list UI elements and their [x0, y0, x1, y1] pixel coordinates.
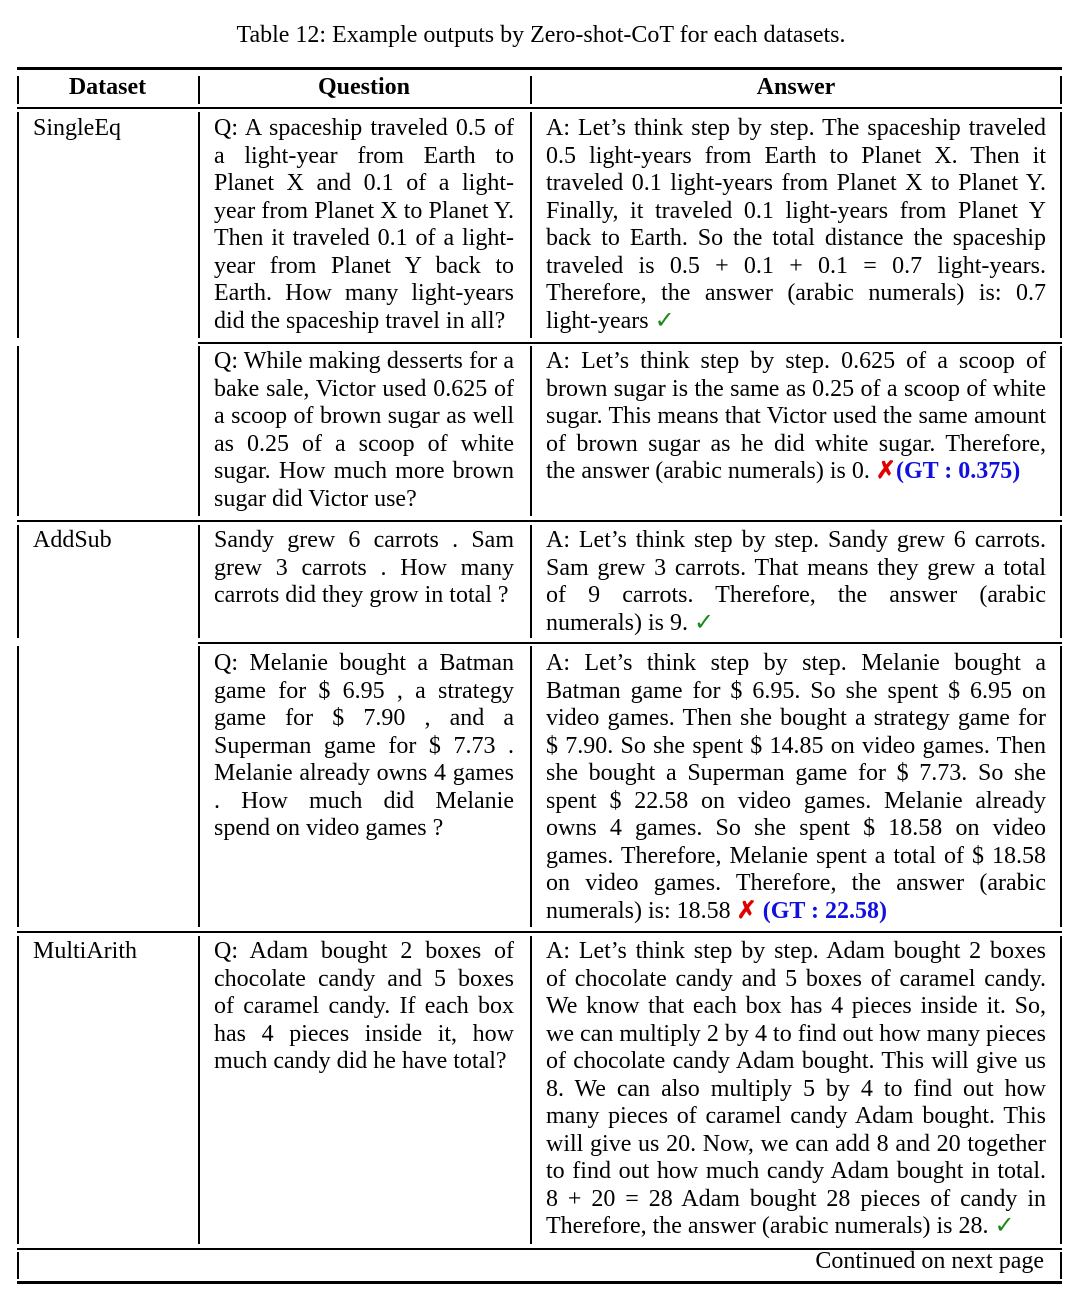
top-rule [17, 67, 1062, 70]
bottom-rule [17, 1281, 1062, 1284]
column-rule [17, 525, 19, 638]
row-rule [198, 342, 1062, 344]
question-cell: Q: A spaceship traveled 0.5 of a light-year from Earth to Planet X and 0.1 of a light-year from Planet X to Planet Y. Then it traveled 0.1 of a light-year from Planet Y back to Earth. How many light-years did the spaceship travel in all? [214, 115, 514, 334]
column-rule [530, 525, 532, 638]
check-icon: ✓ [693, 609, 715, 636]
answer-cell [546, 650, 1046, 925]
answer-cell [546, 348, 1046, 486]
column-rule [17, 936, 19, 1244]
column-rule [198, 936, 200, 1244]
question-cell: Q: Adam bought 2 boxes of chocolate candy and 5 boxes of caramel candy. If each box has 4 pieces inside it, how much candy did he have total? [214, 938, 514, 1074]
header-dataset: Dataset [68, 74, 147, 100]
column-rule [198, 112, 200, 338]
question-cell: Q: While making desserts for a bake sale, Victor used 0.625 of a scoop of brown sugar as well as 0.25 of a scoop of white sugar. How much more brown sugar did Victor use? [214, 348, 514, 512]
answer-cell [546, 938, 1046, 1241]
check-icon: ✓ [994, 1213, 1015, 1239]
answer-text: A: Let’s think step by step. 0.625 of a scoop of brown sugar is the same as 0.25 of a scoop of white sugar. This means that Victor used the same amount of brown sugar as he did white sugar. Therefore, the answer (arabic numerals) is 0. [546, 348, 1046, 484]
answer-text: A: Let’s think step by step. Melanie bought a Batman game for $ 6.95. So she spent $ 6.95 on video games. Then she bought a strategy game for $ 7.90. So she spent $ 14.85 on video games. Then she bought a Superman game for $ 7.73. So she spent $ 22.58 on video games. Melanie already owns 4 games. So she spent $ 18.58 on video games. Therefore, Melanie spent a total of $ 18.58 on video games. Therefore, the answer (arabic numerals) is: 18.58 [546, 650, 1046, 924]
column-rule [530, 112, 532, 338]
column-rule [1060, 936, 1062, 1244]
header-question: Question [317, 74, 410, 100]
cross-icon: ✗ [875, 458, 896, 484]
column-rule [17, 1252, 19, 1279]
column-rule [17, 346, 19, 516]
answer-cell [546, 527, 1046, 637]
answer-cell [546, 115, 1046, 335]
answer-text: A: Let’s think step by step. Adam bought 2 boxes of chocolate candy and 5 boxes of caramel candy. We know that each box has 4 pieces inside it. So, we can multiply 2 by 4 to find out how many pieces of chocolate candy Adam bought. This will give us 8. We can also multiply 5 by 4 to find out how many pieces of caramel candy Adam bought. This will give us 20. Now, we can add 8 and 20 together to find out how much candy Adam bought in total. 8 + 20 = 28 Adam bought 28 pieces of candy in Therefore, the answer (arabic numerals) is 28. [546, 938, 1046, 1239]
dataset-cell: MultiArith [33, 938, 138, 964]
column-rule [198, 346, 200, 516]
column-rule [17, 646, 19, 927]
column-rule [1060, 346, 1062, 516]
column-rule [198, 646, 200, 927]
column-rule [198, 525, 200, 638]
ground-truth: (GT : 0.375) [895, 458, 1021, 484]
column-rule [530, 936, 532, 1244]
row-rule [17, 520, 1062, 522]
question-cell: Sandy grew 6 carrots . Sam grew 3 carrots . How many carrots did they grow in total ? [214, 527, 514, 608]
answer-text: A: Let’s think step by step. The spaceship traveled 0.5 light-years from Earth to Planet X. Then it traveled 0.1 light-years from Planet X to Planet Y. Finally, it traveled 0.1 light-years from Planet Y back to Earth. So the total distance the spaceship traveled is 0.5 + 0.1 + 0.1 = 0.7 light-years. Therefore, the answer (arabic numerals) is: 0.7 light-years [546, 115, 1046, 334]
column-rule [530, 646, 532, 927]
answer-text: A: Let’s think step by step. Sandy grew 6 carrots. Sam grew 3 carrots. That means they grew a total of 9 carrots. Therefore, the answer (arabic numerals) is 9. [546, 527, 1046, 636]
column-rule [530, 346, 532, 516]
cross-icon: ✗ [736, 897, 757, 924]
header-answer: Answer [756, 74, 836, 100]
column-rule [1060, 525, 1062, 638]
ground-truth: (GT : 22.58) [762, 897, 887, 924]
column-rule [1060, 1252, 1062, 1279]
check-icon: ✓ [654, 307, 675, 334]
column-rule [1060, 112, 1062, 338]
dataset-cell: SingleEq [33, 115, 121, 141]
column-rule [17, 112, 19, 338]
question-cell: Q: Melanie bought a Batman game for $ 6.95 , a strategy game for $ 7.90 , and a Superman game for $ 7.73 . Melanie already owns 4 games . How much did Melanie spend on video games ? [214, 650, 514, 841]
continued-note: Continued on next page [815, 1248, 1044, 1274]
column-rule [1060, 646, 1062, 927]
row-rule [17, 931, 1062, 933]
header-rule [17, 107, 1062, 109]
dataset-cell: AddSub [33, 527, 112, 553]
row-rule [198, 642, 1062, 644]
table-caption: Table 12: Example outputs by Zero-shot-CoT for each datasets. [236, 22, 846, 48]
